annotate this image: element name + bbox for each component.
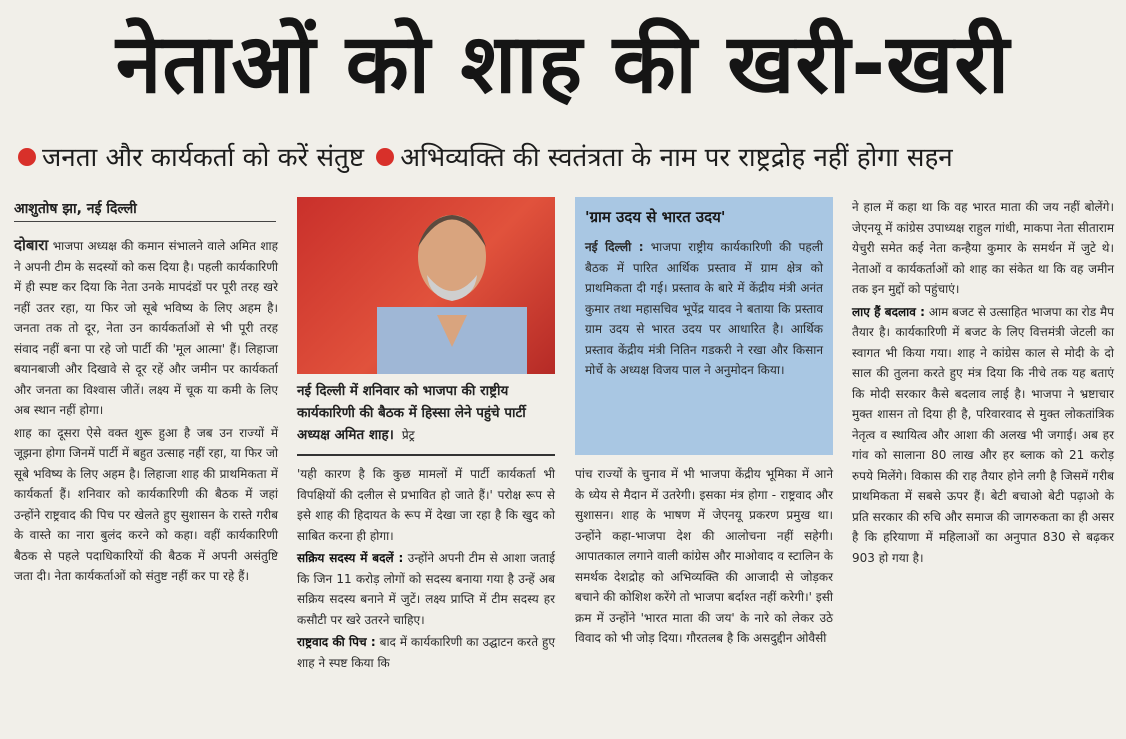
column-4-para-2: [852, 302, 1114, 569]
column-2-text-2: उन्होंने अपनी टीम से आशा जताई कि जिन 11 करोड़ लोगों को सदस्य बनाया गया है उन्हें अब सक्रिय सदस्य बनाने में जुटें। लक्ष्य प्राप्ति में टीम सदस्य हर कसौटी पर खरे उतरने चाहिए।: [297, 551, 555, 627]
column-2-para-3: [297, 632, 555, 673]
subheading-change: लाए हैं बदलाव :: [852, 304, 925, 319]
column-4-para-1: ने हाल में कहा था कि वह भारत माता की जय नहीं बोलेंगे। जेएनयू में कांग्रेस उपाध्यक्ष राहुल गांधी, माकपा नेता सीताराम येचुरी समेत कई नेता कन्हैया कुमार के समर्थन में जुटे थे। नेताओं व कार्यकर्ताओं को शाह का संकेत था कि वह जमीन तक इन मुद्दों को पहुंचाएं।: [852, 200, 1114, 296]
box-text: भाजपा राष्ट्रीय कार्यकारिणी की पहली बैठक में पारित आर्थिक प्रस्ताव में ग्राम क्षेत्र को प्राथमिकता दी गई। प्रस्ताव के बारे में केंद्रीय मंत्री अनंत कुमार तथा महासचिव भूपेंद्र यादव ने बताया कि प्रस्ताव ग्राम उदय से भारत उदय पर आधारित है। आर्थिक प्रस्ताव केंद्रीय मंत्री नितिन गडकरी ने रखा और किसान मोर्चे के अध्यक्ष विजय पाल ने अनुमोदन किया।: [585, 240, 823, 377]
subheading-active-members: सक्रिय सदस्य में बदलें :: [297, 551, 404, 565]
column-1-para-1: [14, 235, 278, 421]
box-title: 'ग्राम उदय से भारत उदय': [585, 208, 726, 226]
byline: आशुतोष झा, नई दिल्ली: [14, 197, 276, 222]
column-1-para-2: शाह का दूसरा ऐसे वक्त शुरू हुआ है जब उन राज्यों में जूझना होगा जिनमें पार्टी में बहुत उत्साह नहीं रहा, या फिर जो सूबे भविष्य के लिए अहम है। लिहाजा शाह की प्राथमिकता में कार्यकर्ता हैं। शनिवार को कार्यकारिणी की बैठक में जहां उन्होंने राष्ट्रवाद की पिच पर खेलते हुए सुशासन के रास्ते गरीब के वास्ते का नारा बुलंद करने को कहा। वहीं कार्यकारिणी बैठक से पहले पदाधिकारियों की बैठक में अपनी असंतुष्टि जता दी। नेता कार्यकर्ताओं को संतुष्ट नहीं कर पा रहे हैं।: [14, 425, 278, 583]
subhead-1: जनता और कार्यकर्ता को करें संतुष्ट: [42, 143, 365, 173]
column-4: [852, 197, 1114, 570]
subheading-nationalism-pitch: राष्ट्रवाद की पिच :: [297, 635, 376, 649]
box-dateline: नई दिल्ली :: [585, 240, 644, 254]
column-1: [14, 235, 278, 589]
column-3: [575, 464, 833, 651]
photo-caption: [297, 380, 555, 450]
column-2-para-1: 'यही कारण है कि कुछ मामलों में पार्टी कार्यकर्ता भी विपक्षियों की दलील से प्रभावित हो जाते हैं।' परोक्ष रूप से इसे शाह की हिदायत के रूप में देखा जा रहा है कि खुद को साबित करना ही होगा।: [297, 467, 555, 543]
amit-shah-photo: [297, 197, 555, 374]
subhead-line: [14, 138, 1114, 178]
photo-credit: प्रेट्र: [401, 428, 415, 442]
column-2-para-2: [297, 548, 555, 630]
column-2-text-3: बाद में कार्यकारिणी का उद्घाटन करते हुए शाह ने स्पष्ट किया कि: [297, 635, 555, 670]
red-bullet-icon: [376, 148, 394, 166]
caption-divider: [297, 454, 555, 456]
drop-lead-word: दोबारा: [14, 236, 49, 254]
column-3-para-1: पांच राज्यों के चुनाव में भी भाजपा केंद्रीय भूमिका में आने के ध्येय से मैदान में उतरेगी। इसका मंत्र होगा - राष्ट्रवाद और सुशासन। शाह के भाषण में जेएनयू प्रकरण प्रमुख था। उन्होंने कहा-भाजपा देश की आलोचना नहीं सहेगी। आपातकाल लगाने वाली कांग्रेस और माओवाद व स्टालिन के समर्थक देशद्रोह को अभिव्यक्ति की आजादी से जोड़कर बचाने की कोशिश करेंगे तो भाजपा बर्दाश्त नहीं करेगी।' इसी क्रम में उन्होंने 'भारत माता की जय' के नारे को लेकर उठे विवाद को भी जोड़ दिया। गौरतलब है कि असदुद्दीन ओवैसी: [575, 467, 833, 645]
sidebar-box: [575, 197, 833, 455]
subhead-2: अभिव्यक्ति की स्वतंत्रता के नाम पर राष्ट्रद्रोह नहीं होगा सहन: [400, 143, 953, 173]
column-1-text-1: भाजपा अध्यक्ष की कमान संभालने वाले अमित शाह ने अपनी टीम के सदस्यों को कस दिया है। पहली कार्यकारिणी में ही स्पष्ट कर दिया कि नेता उनके मापदंडों पर पूरी तरह खरे नहीं उतर रहा, या फिर जो सूबे भविष्य के लिए अहम है। जनता तक तो दूर, नेता उन कार्यकर्ताओं से भी पूरी तरह संवाद नहीं बना पा रहे जो पार्टी की 'मूल आत्मा' हैं। लिहाजा बयानबाजी और दिखावे से दूर रहें और जमीन पर कार्यकर्ता और जनता का विश्वास जीतें। लक्ष्य में चूक या कमी के लिए अब स्थान नहीं होगा।: [14, 239, 278, 417]
caption-text: नई दिल्ली में शनिवार को भाजपा की राष्ट्रीय कार्यकारिणी की बैठक में हिस्सा लेने पहुंचे पार्टी अध्यक्ष अमित शाह।: [297, 383, 526, 443]
person-illustration-icon: [377, 197, 527, 374]
column-4-text-2: आम बजट से उत्साहित भाजपा का रोड मैप तैयार है। कार्यकारिणी में बजट के लिए वित्तमंत्री जेटली का स्वागत भी किया गया। शाह ने कांग्रेस काल से मोदी के दो साल की तुलना करते हुए मंत्र दिया कि नीचे तक यह बताएं कि मोदी सरकार कैसे बदलाव लाई है। भाजपा ने भ्रष्टाचार मुक्त शासन तो दिया ही है, परिवारवाद से मुक्त लोकतांत्रिक नेतृत्व व स्थायित्व और आशा की अलख भी जगाई। अब हर गांव को सालाना 80 लाख और हर ब्लाक को 21 करोड़ रुपये मिलेंगे। विकास की राह तैयार होने लगी है जिसमें गरीब प्राथमिकता में सबसे ऊपर हैं। बेटी बचाओ बेटी पढ़ाओ के प्रति सरकार की रुचि और समाज की जागरुकता का ही असर है कि हरियाणा में महिलाओं का अनुपात 830 से बढ़कर 903 हो गया है।: [852, 304, 1114, 565]
column-2: [297, 464, 555, 675]
box-body: [585, 237, 823, 381]
red-bullet-icon: [18, 148, 36, 166]
headline: नेताओं को शाह की खरी-खरी: [115, 17, 1011, 112]
